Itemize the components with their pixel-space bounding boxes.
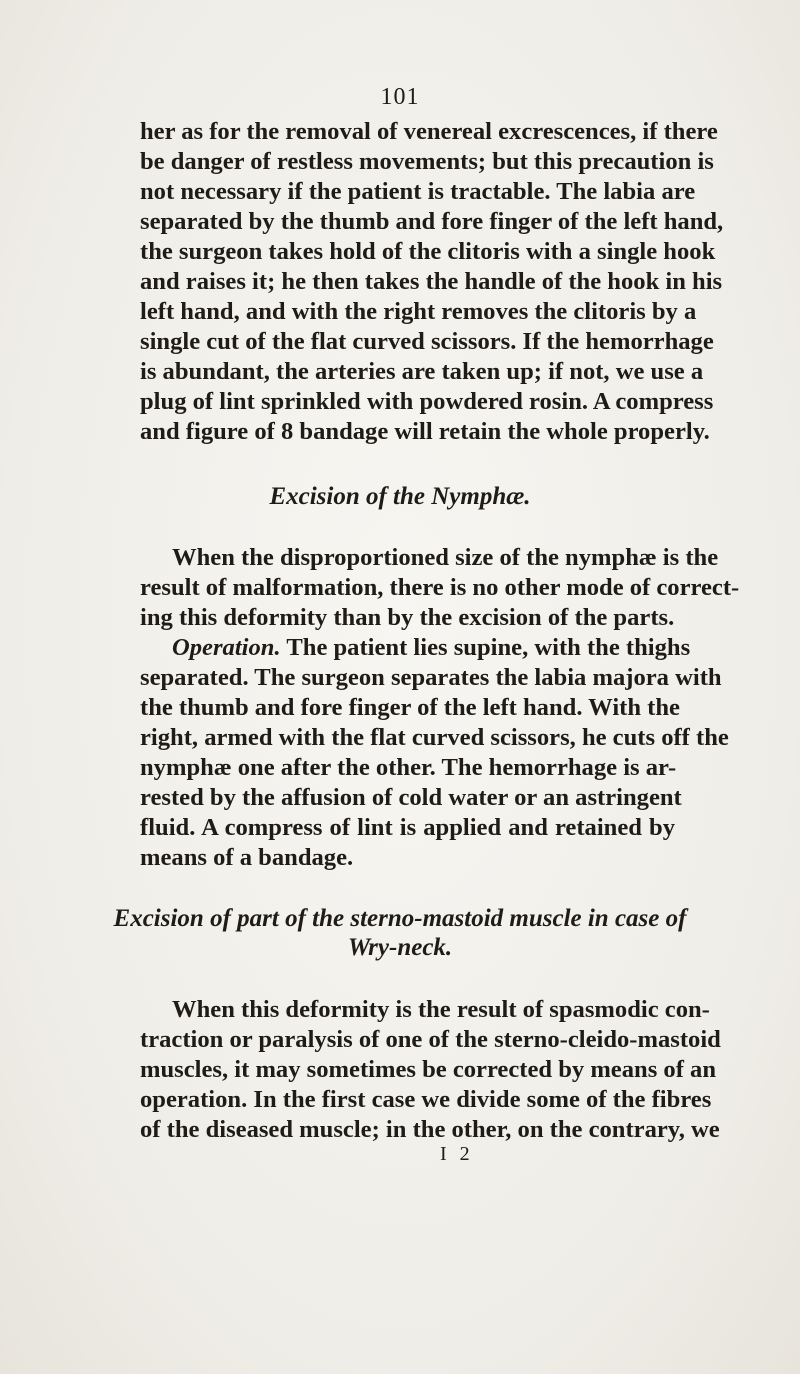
- text-line: is abundant, the arteries are taken up; if not, we use a: [140, 358, 704, 385]
- text-line: be danger of restless movements; but this precaution is: [140, 148, 714, 175]
- text-line: result of malformation, there is no other mode of correct-: [140, 574, 740, 601]
- text-line: nymphæ one after the other. The hemorrhage is ar-: [140, 754, 677, 781]
- text-line: the thumb and fore finger of the left hand. With the: [140, 694, 680, 721]
- text-line: muscles, it may sometimes be corrected by means of an: [140, 1056, 717, 1083]
- operation-label: Operation.: [172, 634, 281, 661]
- text-line: of the diseased muscle; in the other, on the contrary, we: [140, 1116, 720, 1143]
- text-line: and raises it; he then takes the handle of the hook in his: [140, 268, 723, 295]
- text-line: separated by the thumb and fore finger of the left hand,: [140, 208, 724, 235]
- text-line: means of a bandage.: [140, 844, 354, 871]
- section-heading: Wry-neck.: [347, 934, 453, 961]
- text-line: fluid. A compress of lint is applied and retained by: [140, 814, 675, 841]
- text-line: When this deformity is the result of spasmodic con-: [172, 996, 710, 1023]
- section-heading: Excision of part of the sterno-mastoid muscle in case of: [113, 905, 687, 932]
- text-line: operation. In the first case we divide some of the fibres: [140, 1086, 712, 1113]
- text-line: left hand, and with the right removes the clitoris by a: [140, 298, 697, 325]
- section-heading: Excision of the Nymphæ.: [269, 483, 531, 510]
- text-line: not necessary if the patient is tractable. The labia are: [140, 178, 696, 205]
- text-line: rested by the affusion of cold water or an astringent: [140, 784, 682, 811]
- text-line: traction or paralysis of one of the sterno-cleido-mastoid: [140, 1026, 721, 1053]
- text-line: When the disproportioned size of the nymphæ is the: [172, 544, 719, 571]
- text-line: single cut of the flat curved scissors. If the hemorrhage: [140, 328, 714, 355]
- text-line: her as for the removal of venereal excrescences, if there: [140, 118, 718, 145]
- page-number: 101: [380, 84, 420, 110]
- text-line: and figure of 8 bandage will retain the whole properly.: [140, 418, 710, 445]
- text-line: the surgeon takes hold of the clitoris with a single hook: [140, 238, 716, 265]
- text-line: plug of lint sprinkled with powdered rosin. A compress: [140, 388, 714, 415]
- text-line: right, armed with the flat curved scissors, he cuts off the: [140, 724, 729, 751]
- text-line: separated. The surgeon separates the labia majora with: [140, 664, 722, 691]
- signature-mark: I 2: [440, 1143, 474, 1165]
- text-line: ing this deformity than by the excision of the parts.: [140, 604, 675, 631]
- text-span: The patient lies supine, with the thighs: [286, 634, 691, 661]
- text-line: [172, 633, 691, 663]
